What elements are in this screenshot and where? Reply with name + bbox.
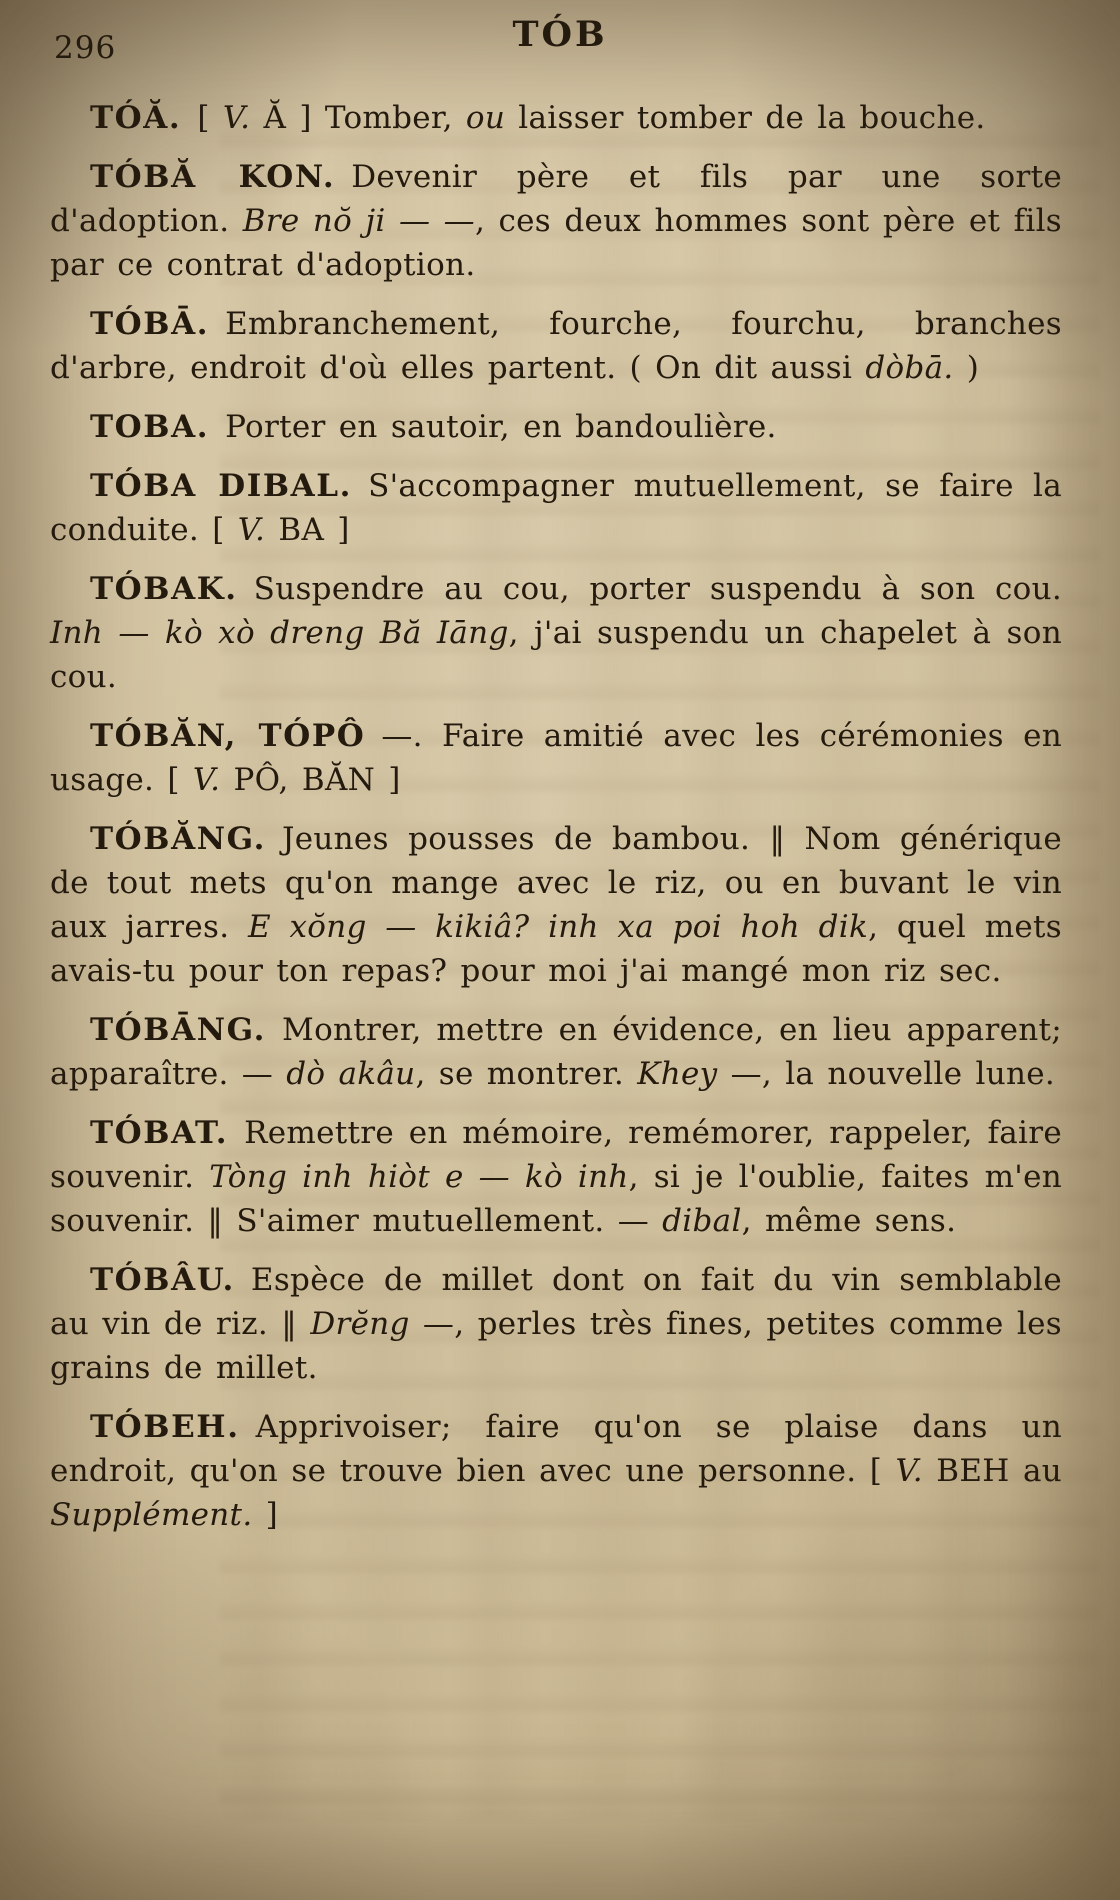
entry-headword: TÓBĂNG.: [90, 821, 267, 858]
entry-headword: TÓBÂU.: [90, 1262, 235, 1299]
entry-text: Devenir père et fils par une sorte d'adoption.: [50, 159, 1062, 240]
entry-text: Porter en sautoir, en bandoulière.: [225, 409, 777, 446]
entry-text: S'accompagner mutuellement, se faire la conduite. [: [50, 468, 1063, 549]
entry-text: [: [197, 100, 223, 136]
entry-text: Supplément.: [50, 1497, 253, 1534]
entry-text: Espèce de millet dont on fait du vin semblable au vin de riz. ‖: [50, 1262, 1062, 1343]
entry-text: BA ]: [265, 512, 350, 549]
entry-text: , se montrer.: [415, 1056, 638, 1093]
page-number: 296: [54, 30, 117, 66]
entry-text: Bre nŏ ji — —: [242, 203, 475, 240]
dictionary-entry: [50, 714, 1062, 802]
entry-text: —, la nouvelle lune.: [717, 1056, 1056, 1093]
entry-text: Remettre en mémoire, remémorer, rappeler, faire souvenir.: [50, 1115, 1062, 1196]
dictionary-entry: [50, 464, 1062, 552]
entry-text: dibal: [662, 1203, 742, 1240]
entry-text: BEH au: [922, 1453, 1063, 1490]
entry-text: Jeunes pousses de bambou. ‖ Nom générique de tout mets qu'on mange avec le riz, ou en buvant le vin aux jarres.: [50, 821, 1062, 946]
entry-text: —. Faire amitié avec les cérémonies en usage. [: [50, 718, 1062, 799]
entry-text: dòbā.: [865, 350, 954, 387]
entry-text: Tòng inh hiòt e — kò inh: [209, 1159, 629, 1196]
entry-headword: TÓBĀ.: [90, 306, 210, 343]
entry-text: , même sens.: [741, 1203, 957, 1240]
entry-text: E xŏng — kikiâ? inh xa poi hoh dik: [247, 909, 869, 946]
entry-headword: TÓĂ.: [90, 100, 182, 136]
entry-text: V.: [237, 512, 266, 549]
dictionary-entry: [50, 155, 1062, 287]
page-header: [0, 0, 1120, 96]
entry-text: V.: [222, 100, 251, 136]
entry-text: V.: [895, 1453, 923, 1490]
entry-text: PÔ, BĂN ]: [220, 762, 401, 799]
entry-text: , j'ai suspendu un chapelet à son cou.: [50, 615, 1062, 696]
entry-text: , ces deux hommes sont père et fils par ce contrat d'adoption.: [50, 203, 1062, 284]
dictionary-entry: [50, 817, 1062, 993]
entry-headword: TOBA.: [90, 409, 210, 446]
entry-text: , quel mets avais-tu pour ton repas? pour moi j'ai mangé mon riz sec.: [50, 909, 1062, 990]
entry-text: Apprivoiser; faire qu'on se plaise dans un endroit, qu'on se trouve bien avec une personne. [: [50, 1409, 1062, 1490]
entry-text: Inh — kò xò dreng Bă Iāng: [50, 615, 509, 652]
entry-headword: TÓBĀNG.: [90, 1012, 267, 1049]
entry-text: ): [953, 350, 980, 387]
entry-text: , si je l'oublie, faites m'en souvenir. ‖ S'aimer mutuellement. —: [50, 1159, 1062, 1240]
entry-text: Suspendre au cou, porter suspendu à son cou.: [253, 571, 1062, 608]
entry-headword: TÓBĂ KON.: [90, 159, 336, 196]
entry-text: ou: [465, 100, 506, 136]
dictionary-entry: [50, 96, 1062, 140]
entry-text: Ă ] Tomber,: [250, 100, 466, 136]
entry-text: V.: [192, 762, 221, 799]
entry-text: Embranchement, fourche, fourchu, branches d'arbre, endroit d'où elles partent. ( On dit aussi: [50, 306, 1062, 387]
entry-headword: TÓBA DIBAL.: [90, 468, 353, 505]
entry-headword: TÓBAK.: [90, 571, 238, 608]
running-title: TÓB: [512, 14, 608, 55]
dictionary-entry: [50, 567, 1062, 699]
dictionary-entries: [50, 96, 1062, 1537]
dictionary-entry: [50, 1405, 1062, 1537]
entry-text: ]: [252, 1497, 279, 1534]
dictionary-entry: [50, 302, 1062, 390]
dictionary-entry: [50, 405, 1062, 449]
entry-text: —, perles très fines, petites comme les grains de millet.: [50, 1306, 1062, 1387]
entry-headword: TÓBĂN, TÓPÔ: [90, 718, 366, 755]
dictionary-entry: [50, 1111, 1062, 1243]
entry-text: Khey: [637, 1056, 718, 1093]
dictionary-entry: [50, 1258, 1062, 1390]
entry-text: Montrer, mettre en évidence, en lieu apparent; apparaître. —: [50, 1012, 1062, 1093]
entry-headword: TÓBEH.: [90, 1409, 240, 1446]
entry-text: Drĕng: [310, 1306, 410, 1343]
entry-text: dò akâu: [286, 1056, 416, 1093]
dictionary-entry: [50, 1008, 1062, 1096]
entry-text: laisser tomber de la bouche.: [505, 100, 986, 136]
entry-headword: TÓBAT.: [90, 1115, 229, 1152]
